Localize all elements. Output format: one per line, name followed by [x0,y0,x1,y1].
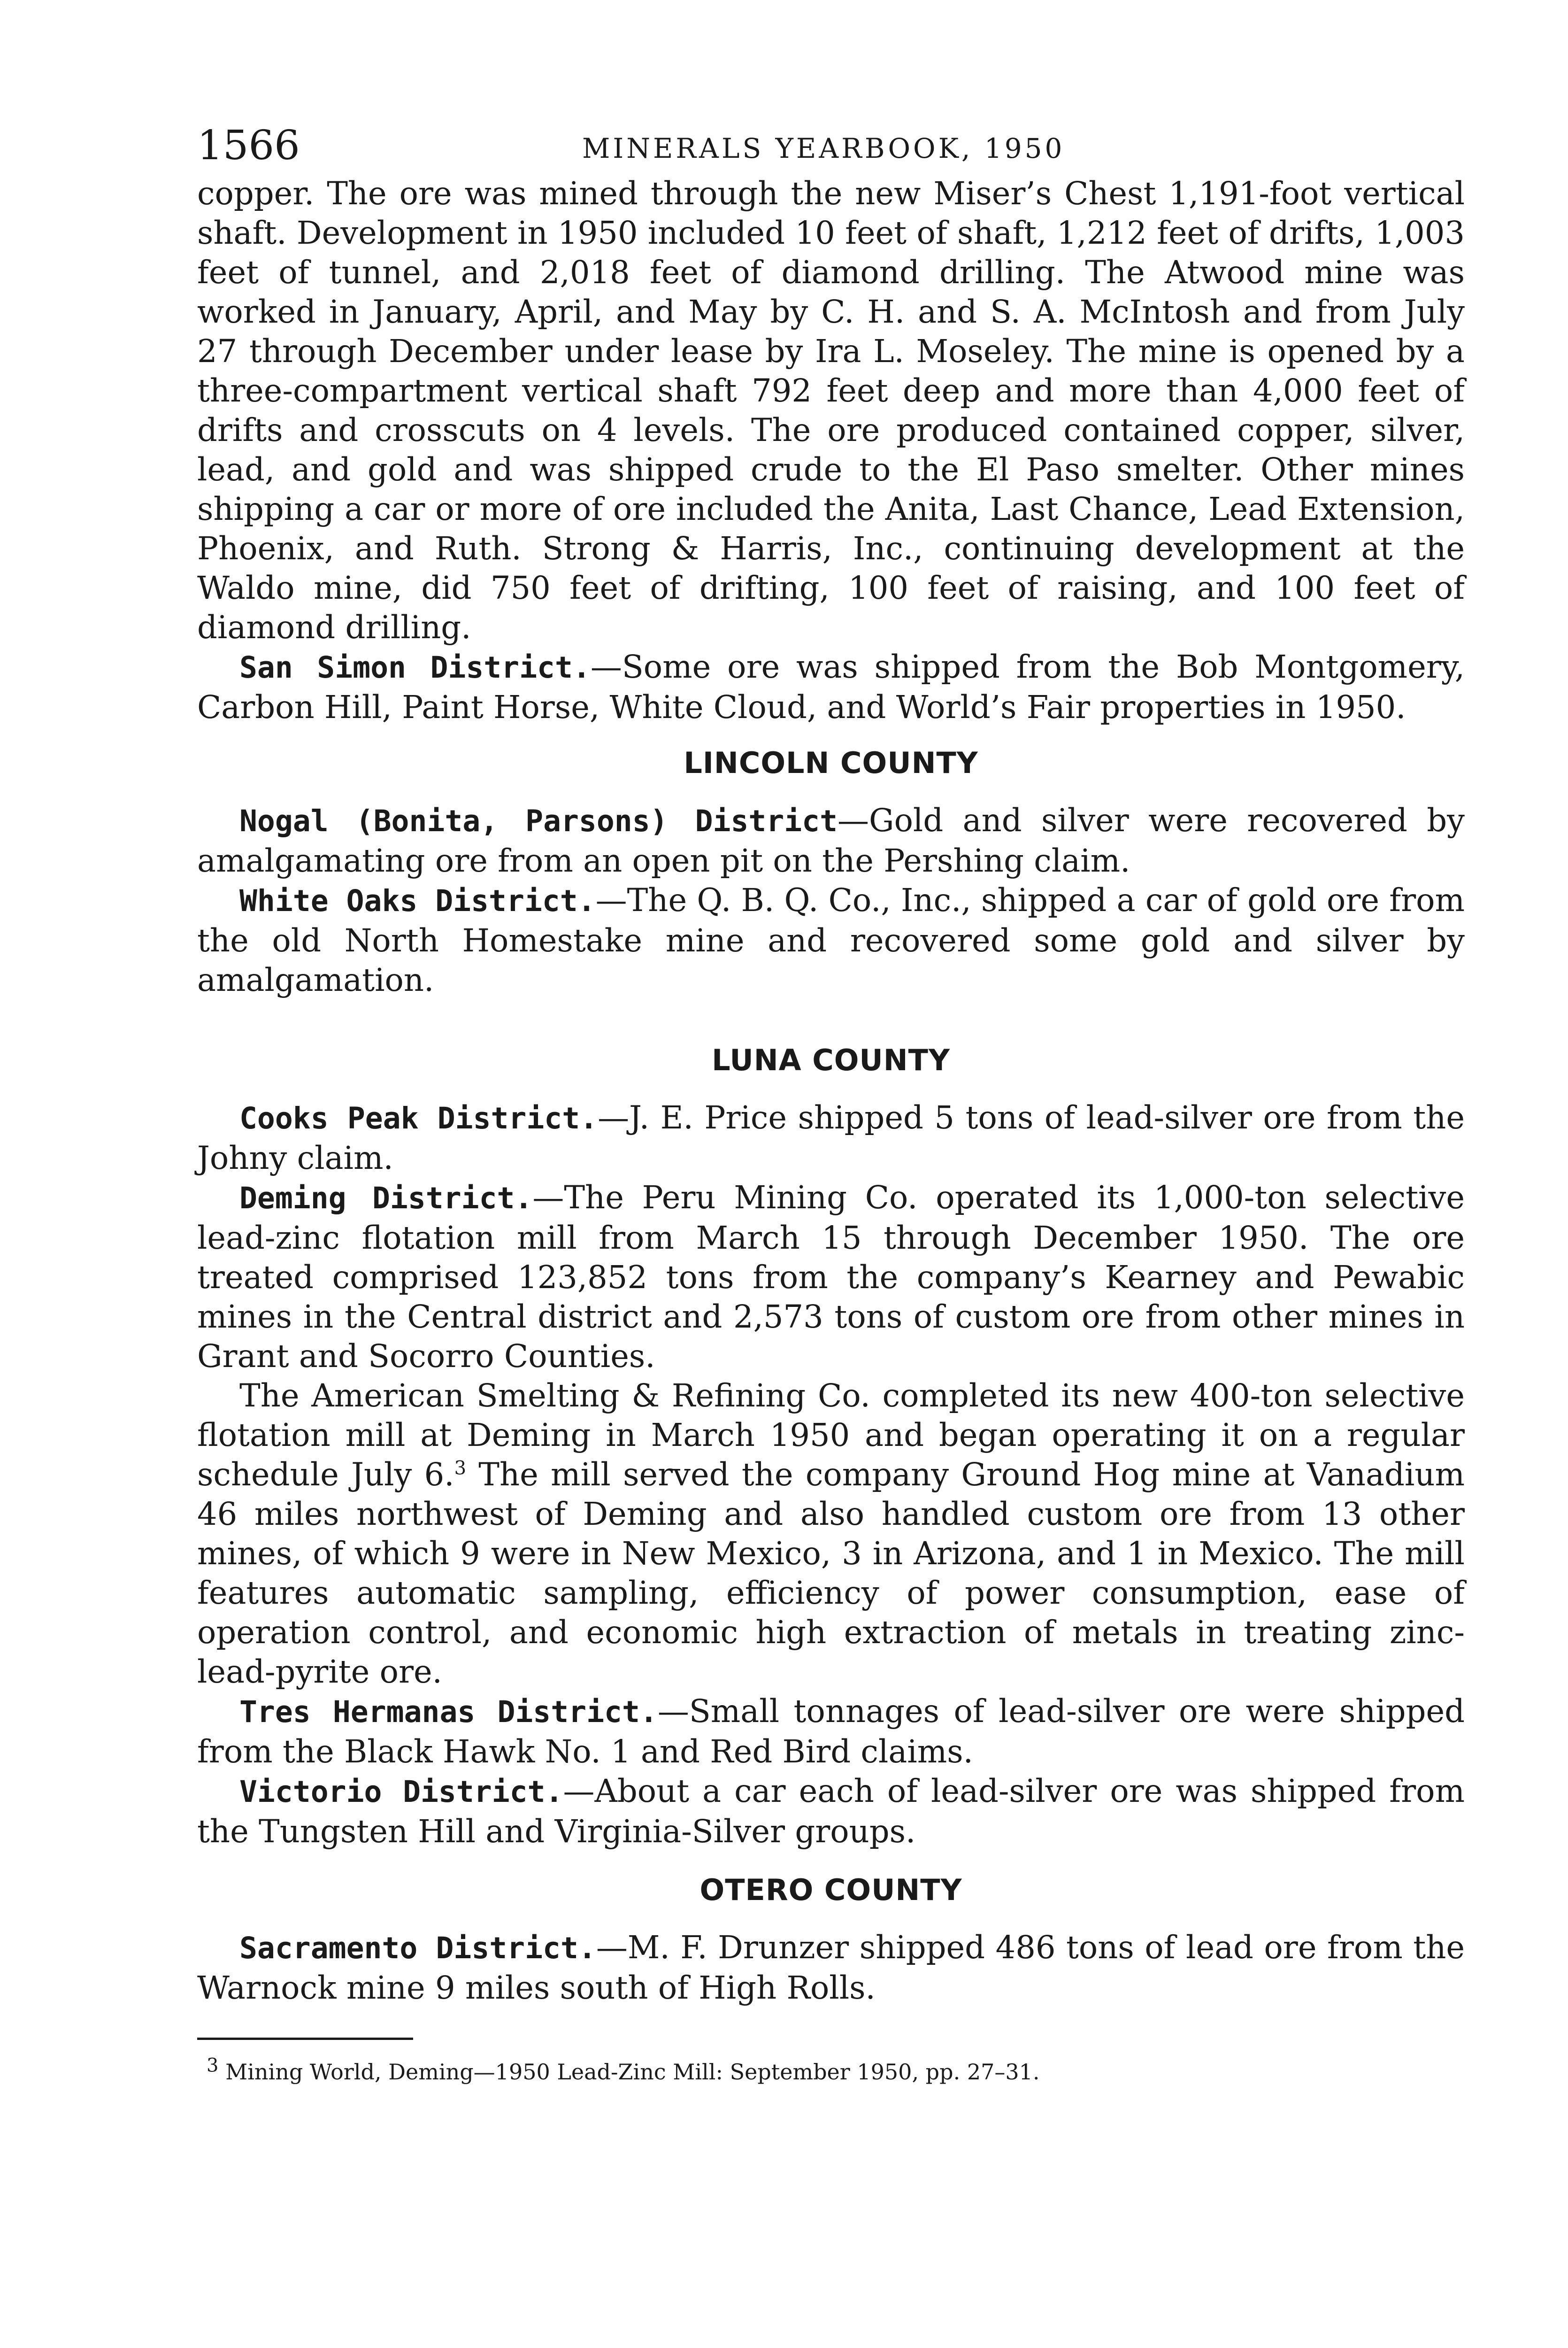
tres-hermanas-heading: Tres Hermanas District. [239,1695,658,1729]
footnote-divider [197,2038,413,2040]
white-oaks-text: —The Q. B. Q. Co., Inc., shipped a car of gold ore from the old North Homestake mine and recovered some gold and silver by amalgamation. [197,882,1465,998]
footnote-text: Mining World, Deming—1950 Lead-Zinc Mill: September 1950, pp. 27–31. [218,2059,1040,2085]
tres-hermanas-paragraph [197,1691,1465,1771]
san-simon-paragraph [197,647,1465,727]
sacramento-text: —M. F. Drunzer shipped 486 tons of lead ore from the Warnock mine 9 miles south of High Rolls. [197,1929,1465,2006]
white-oaks-paragraph [197,880,1465,1000]
luna-county-heading: LUNA COUNTY [712,1043,950,1077]
footnote-reference: 3 [454,1457,467,1479]
footnote [197,2054,1465,2086]
page-number: 1566 [197,122,300,169]
nogal-paragraph [197,801,1465,880]
intro-text: copper. The ore was mined through the new Miser’s Chest 1,191-foot vertical shaft. Development in 1950 included 10 feet of shaft, 1,212 feet of drifts, 1,003 feet of tunnel, and 2,018 feet of diamond drilling. The Atwood mine was worked in January, April, and May by C. H. and S. A. McIntosh and from July 27 through December under lease by Ira L. Moseley. The mine is opened by a three-compartment vertical shaft 792 feet deep and more than 4,000 feet of drifts and crosscuts on 4 levels. The ore produced contained copper, silver, lead, and gold and was shipped crude to the El Paso smelter. Other mines shipping a car or more of ore included the Anita, Last Chance, Lead Extension, Phoenix, and Ruth. Strong & Harris, Inc., continuing development at the Waldo mine, did 750 feet of drifting, 100 feet of raising, and 100 feet of diamond drilling. [197,175,1465,646]
san-simon-heading: San Simon District. [239,650,591,685]
nogal-text: —Gold and silver were recovered by amalgamating ore from an open pit on the Pershing claim. [197,802,1465,879]
victorio-paragraph [197,1771,1465,1851]
nogal-heading: Nogal (Bonita, Parsons) District [239,804,838,838]
running-title: MINERALS YEARBOOK, 1950 [582,132,1065,164]
cooks-peak-heading: Cooks Peak District. [239,1101,598,1135]
cooks-peak-paragraph [197,1098,1465,1178]
document-page [197,122,1465,2086]
asarco-text-2: The mill served the company Ground Hog mine at Vanadium 46 miles northwest of Deming and also handled custom ore from 13 other mines, of which 9 were in New Mexico, 3 in Arizona, and 1 in Mexico. The mill features automatic sampling, efficiency of power consumption, ease of operation control, and economic high extraction of metals in treating zinc-lead-pyrite ore. [197,1456,1465,1690]
deming-heading: Deming District. [239,1181,533,1215]
victorio-heading: Victorio District. [239,1775,563,1809]
asarco-paragraph [197,1376,1465,1691]
white-oaks-heading: White Oaks District. [239,884,596,918]
asarco-text-1: The American Smelting & Refining Co. completed its new 400-ton selective flotation mill at Deming in March 1950 and began operating it on a regular schedule July 6. [197,1377,1465,1493]
cooks-peak-text: —J. E. Price shipped 5 tons of lead-silver ore from the Johny claim. [197,1099,1465,1176]
deming-paragraph [197,1178,1465,1376]
san-simon-text: —Some ore was shipped from the Bob Montgomery, Carbon Hill, Paint Horse, White Cloud, and World’s Fair properties in 1950. [197,649,1465,726]
sacramento-paragraph [197,1928,1465,2008]
page-header [197,122,1465,174]
lincoln-county-heading: LINCOLN COUNTY [684,746,978,780]
intro-paragraph [197,174,1465,647]
deming-text: —The Peru Mining Co. operated its 1,000-ton selective lead-zinc flotation mill from March 15 through December 1950. The ore treated comprised 123,852 tons from the company’s Kearney and Pewabic mines in the Central district and 2,573 tons of custom ore from other mines in Grant and Socorro Counties. [197,1179,1465,1375]
victorio-text: —About a car each of lead-silver ore was shipped from the Tungsten Hill and Virginia-Silver groups. [197,1773,1465,1850]
footnote-marker: 3 [207,2054,219,2077]
sacramento-heading: Sacramento District. [239,1931,596,1965]
otero-county-heading: OTERO COUNTY [699,1873,962,1907]
tres-hermanas-text: —Small tonnages of lead-silver ore were shipped from the Black Hawk No. 1 and Red Bird claims. [197,1693,1465,1770]
